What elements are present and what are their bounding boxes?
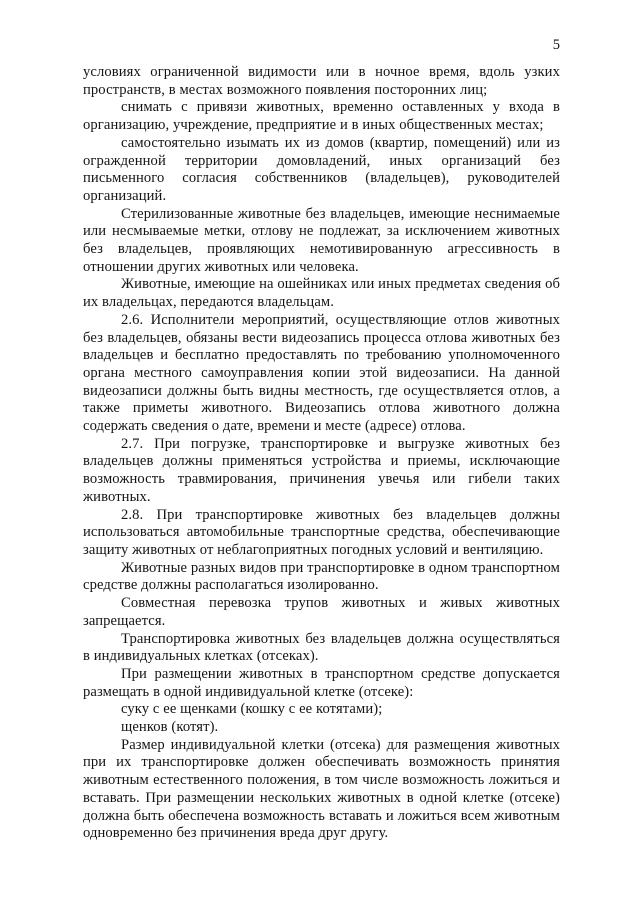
paragraph: самостоятельно изымать их из домов (квартир, помещений) или из огражденной территории домовладений, иных организаций без письменного согласия собственников (владельцев), руководителей организаций. [83, 134, 560, 204]
paragraph: При размещении животных в транспортном средстве допускается размещать в одной индивидуальной клетке (отсеке): [83, 665, 560, 700]
paragraph: снимать с привязи животных, временно оставленных у входа в организацию, учреждение, предприятие и в иных общественных местах; [83, 99, 560, 134]
paragraph: 2.6. Исполнители мероприятий, осуществляющие отлов животных без владельцев, обязаны вести видеозапись процесса отлова животных без владельцев и бесплатно предоставлять по требованию уполномоченного органа местного самоуправления копии этой видеозаписи. На данной видеозаписи должны быть видны местность, где осуществляется отлов, а также приметы животного. Видеозапись отлова животного должна содержать сведения о дате, времени и месте (адресе) отлова. [83, 311, 560, 435]
paragraph: Транспортировка животных без владельцев должна осуществляться в индивидуальных клетках (отсеках). [83, 630, 560, 665]
document-body [83, 64, 560, 843]
paragraph: Стерилизованные животные без владельцев, имеющие неснимаемые или несмываемые метки, отлову не подлежат, за исключением животных без владельцев, проявляющих немотивированную агрессивность в отношении других животных или человека. [83, 205, 560, 275]
paragraph: Животные разных видов при транспортировке в одном транспортном средстве должны располагаться изолированно. [83, 559, 560, 594]
paragraph: щенков (котят). [121, 719, 219, 736]
paragraph: 2.7. При погрузке, транспортировке и выгрузке животных без владельцев должны применяться устройства и приемы, исключающие возможность травмирования, причинения увечья или гибели таких животных. [83, 435, 560, 505]
paragraph: условиях ограниченной видимости или в ночное время, вдоль узких пространств, в местах возможного появления посторонних лиц; [83, 64, 560, 98]
paragraph: Размер индивидуальной клетки (отсека) для размещения животных при их транспортировке должен обеспечивать возможность принятия животным естественного положения, в том числе возможность ложиться и вставать. При размещении нескольких животных в одной клетке (отсеке) должна быть обеспечена возможность вставать и ложиться всем животным одновременно без причинения вреда друг другу. [83, 736, 560, 842]
paragraph: Совместная перевозка трупов животных и живых животных запрещается. [83, 595, 560, 629]
page-number: 5 [552, 37, 560, 53]
paragraph: суку с ее щенками (кошку с ее котятами); [121, 701, 383, 718]
paragraph: 2.8. При транспортировке животных без владельцев должны использоваться автомобильные транспортные средства, обеспечивающие защиту животных от неблагоприятных погодных условий и вентиляцию. [83, 506, 560, 558]
paragraph: Животные, имеющие на ошейниках или иных предметах сведения об их владельцах, передаются владельцам. [83, 276, 560, 311]
